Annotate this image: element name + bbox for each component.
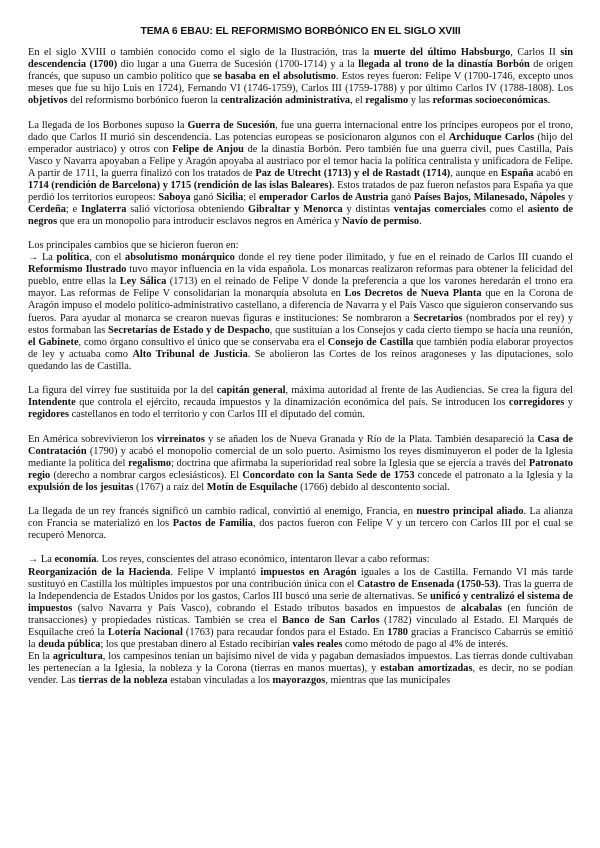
text: La llegada de los Borbones supuso la <box>28 119 188 131</box>
text: En América sobrevivieron los <box>28 433 157 445</box>
bold-text: Patronato regio <box>28 457 573 481</box>
bold-text: Catastro de Ensenada (1750-53) <box>357 578 499 590</box>
paragraph <box>28 240 573 373</box>
bold-text: Pactos de Familia <box>172 518 253 530</box>
bold-text: Gibraltar y Menorca <box>248 203 343 215</box>
paragraph <box>28 434 573 494</box>
text: ganó <box>388 191 414 203</box>
text: salió victoriosa obteniendo <box>126 203 249 215</box>
bold-text: alcabalas <box>461 602 502 614</box>
bold-text: Secretarías de Estado y de Despacho <box>108 324 270 336</box>
text: ; el <box>243 191 260 203</box>
text: como el <box>485 203 528 215</box>
text: , el <box>350 95 366 107</box>
bold-text: capitán general <box>216 385 286 397</box>
bold-text: Secretarios <box>413 312 463 324</box>
text: y <box>565 191 574 203</box>
text: (nombrados por el rey) y estos formaban las <box>28 312 574 336</box>
bold-text: agricultura <box>52 650 103 662</box>
text: . <box>419 215 422 227</box>
text: de la dinastía Borbón. Pero también fue una guerra civil, pues Castilla, País Vasco y Navarra apoyaban a Felipe y Aragón apoyaba al austriaco por el temor hacia la política centralista y unificadora de Felipe. A partir de 1711, la guerra finalizó con los tratados de <box>28 143 573 179</box>
text: . Estos tratados de paz fueron nefastos para España ya que perdió los territorios europeos: <box>28 179 573 203</box>
text: → La <box>28 554 55 566</box>
text: ; los que prestaban dinero al Estado recibirían <box>100 638 293 650</box>
text: En el siglo XVIII o también conocido como el siglo de la Ilustración, tras la <box>28 47 374 58</box>
text: . Felipe V implantó <box>170 566 261 578</box>
text: → La <box>28 252 57 264</box>
text: . <box>547 95 551 107</box>
text: (1790) y acabó el monopolio comercial de un solo puerto. Asimismo los reyes disminuyeron el poder de la Iglesia mediante la política del <box>28 445 573 469</box>
bold-text: vales reales <box>292 638 343 650</box>
text: y se añaden los de Nueva Granada y Río de la Plata. También desapareció la <box>204 433 538 445</box>
text: (1767) a raíz del <box>133 481 207 493</box>
text: que en la Corona de Aragón impuso el modelo político-administrativo castellano, a diferencia de Navarra y el País Vasco que siguieron conservando sus fueros. Para ayudar al monarca se crearon nuevas figuras e instituciones: Se nombraron a <box>28 288 574 324</box>
bold-text: el Gabinete <box>28 336 79 348</box>
text: (1766) debido al descontento social. <box>297 481 450 493</box>
paragraph <box>28 47 573 107</box>
text: , que sustituían a los Consejos y cada cierto tiempo se hacía una reunión, <box>269 324 573 336</box>
text: (1763) para recaudar fondos para el Estado. En <box>182 626 388 638</box>
text: gracias a Francisco Cabarrús se emitió la <box>28 626 573 650</box>
text: . La alianza con Francia se materializó en los <box>28 506 573 530</box>
text: tuvo mayor influencia en la vida española. Los monarcas realizaron reformas para obtener la felicidad del pueblo, entre ellas la <box>28 264 573 288</box>
bold-text: Felipe de Anjou <box>172 143 244 155</box>
text: (en función de transacciones) y propiedades rústicas. También se crea el <box>28 602 573 626</box>
paragraph <box>28 506 573 542</box>
text: , fue una guerra internacional entre los príncipes europeos por el trono, dado que Carlos II murió sin descendencia. Las potencias europeas se posicionaron algunos con el <box>28 119 573 143</box>
text: , aunque en <box>450 167 501 179</box>
bold-text: Cerdeña <box>28 203 66 215</box>
bold-text: muerte del último Habsburgo <box>373 47 511 58</box>
text: En la <box>28 650 53 662</box>
bold-text: Reorganización de la Hacienda <box>28 566 171 578</box>
text: y las <box>408 95 433 107</box>
text: acabó en <box>533 167 573 179</box>
paragraph <box>28 554 573 650</box>
text: iguales a los de Castilla. Fernando VI más tarde sustituyó en Castilla los múltiples impuestos por una contribución única con el <box>28 566 574 590</box>
text: y distintas <box>342 203 394 215</box>
bold-text: Intendente <box>28 397 76 409</box>
bold-text: Concordato con la Santa Sede de 1753 <box>242 469 415 481</box>
text: (1782) vinculado al Estado. El Marqués de Esquilache creó la <box>28 614 573 638</box>
bold-text: Saboya <box>158 191 191 203</box>
text: castellanos en todo el territorio y con Carlos III el diputado del común. <box>69 409 365 421</box>
bold-text: Consejo de Castilla <box>327 336 414 348</box>
text: , como órgano consultivo el único que se conservaba era el <box>78 336 328 348</box>
text: . Tras la guerra de la Independencia de Estados Unidos por los gastos, Carlos III buscó una serie de alternativas. Se <box>28 578 574 602</box>
text: Los principales cambios que se hicieron fueron en: <box>28 240 239 252</box>
text: La llegada de un rey francés significó un cambio radical, convirtió al enemigo, Francia, en <box>28 506 417 518</box>
text: (salvo Navarra y País Vasco), cobrando el Estado tributos basados en impuestos de <box>72 602 462 614</box>
bold-text: centralización administrativa <box>220 95 351 107</box>
bold-text: Inglaterra <box>81 203 127 215</box>
bold-text: absolutismo monárquico <box>125 252 235 264</box>
text: que era un monopolio para introducir esclavos negros en América y <box>57 215 343 227</box>
text: y <box>564 397 573 409</box>
bold-text: asiento de negros <box>28 203 573 227</box>
text: , mientras que las municipales <box>325 674 451 686</box>
text: (derecho a nombrar cargos eclesiásticos). El <box>50 469 243 481</box>
bold-text: Motín de Esquilache <box>206 481 298 493</box>
text: . Se abolieron las Cortes de los reinos aragoneses y las diputaciones, solo quedando las de Castilla. <box>28 348 573 372</box>
text: concede el patronato a la Iglesia y la <box>414 469 573 481</box>
bold-text: Archiduque Carlos <box>448 131 535 143</box>
bold-text: Países Bajos, Milanesado, Nápoles <box>413 191 566 203</box>
text: como método de pago al 4% de interés. <box>342 638 509 650</box>
text: ganó <box>190 191 217 203</box>
bold-text: Navío de permiso <box>342 215 420 227</box>
bold-text: regalismo <box>128 457 172 469</box>
bold-text: emperador Carlos de Austria <box>259 191 389 203</box>
text: , es decir, no se podían vender. Las <box>28 662 574 686</box>
bold-text: mayorazgos <box>272 674 326 686</box>
bold-text: Guerra de Sucesión <box>187 119 276 131</box>
bold-text: corregidores <box>508 397 565 409</box>
text: . Los reyes, conscientes del atraso económico, intentaron llevar a cabo reformas: <box>96 554 430 566</box>
text: , dos pactos fueron con Felipe V y un tercero con Carlos III por el cual se recuperó Menorca. <box>28 518 573 542</box>
bold-text: regalismo <box>365 95 409 107</box>
bold-text: reformas socioeconómicas <box>432 95 548 107</box>
paragraph <box>28 651 573 687</box>
text: (1713) en el reinado de Felipe V donde la preferencia a que los varones heredarán el trono era mayor. Las reformas de Felipe V consolidarían la monarquía absoluta en <box>28 276 573 300</box>
paragraph <box>28 385 573 421</box>
bold-text: tierras de la nobleza <box>78 674 168 686</box>
bold-text: sin descendencia (1700) <box>28 47 573 71</box>
bold-text: expulsión de los jesuitas <box>28 481 134 493</box>
bold-text: Los Decretos de Nueva Planta <box>344 288 482 300</box>
bold-text: se basaba en el absolutismo <box>213 71 336 83</box>
bold-text: estaban amortizadas <box>380 662 473 674</box>
text: , máxima autoridad al frente de las Audiencias. Se crea la figura del <box>285 385 573 397</box>
bold-text: Ley Sálica <box>119 276 167 288</box>
bold-text: Banco de San Carlos <box>281 614 380 626</box>
bold-text: regidores <box>28 409 69 421</box>
text: dio lugar a una Guerra de Sucesión (1700-1714) y a la <box>117 59 359 71</box>
bold-text: deuda pública <box>38 638 101 650</box>
bold-text: virreinatos <box>156 433 205 445</box>
bold-text: economía <box>54 554 97 566</box>
bold-text: Sicilia <box>216 191 244 203</box>
text: estaban vinculadas a los <box>167 674 273 686</box>
text: La figura del virrey fue sustituida por la del <box>28 385 217 397</box>
bold-text: unificó y centralizó el sistema de impuestos <box>28 590 573 614</box>
bold-text: llegada al trono de la dinastía Borbón <box>358 59 530 71</box>
bold-text: 1714 (rendición de Barcelona) y 1715 (rendición de las islas Baleares) <box>28 179 332 191</box>
bold-text: ventajas comerciales <box>393 203 486 215</box>
bold-text: nuestro principal aliado <box>416 506 524 518</box>
bold-text: Alto Tribunal de Justicia <box>132 348 248 360</box>
bold-text: España <box>500 167 534 179</box>
text: del reformismo borbónico fueron la <box>67 95 221 107</box>
text: , los campesinos tenían un bajísimo nivel de vida y pagaban demasiados impuestos. Las tierras donde cultivaban les pertenecían a la Iglesia, la nobleza y la Corona (tierras en manos muertas), y <box>28 650 573 674</box>
bold-text: Lotería Nacional <box>107 626 183 638</box>
text: (hijo del emperador austriaco) y otros con <box>28 131 573 155</box>
bold-text: Casa de Contratación <box>28 433 573 457</box>
text: ; doctrina que afirmaba la superioridad real sobre la Iglesia que se ejercía a través del <box>171 457 529 469</box>
text: donde el rey tiene poder ilimitado, y fue en el reinado de Carlos III cuando el <box>234 252 573 264</box>
bold-text: Reformismo Ilustrado <box>28 264 127 276</box>
text: . Estos reyes fueron: Felipe V (1700-1746, excepto unos meses que fue su hijo Luis en 1724), Fernando VI (1746-1759), Carlos III (1759-1788) y por último Carlos IV (1788-1808). Los <box>28 71 574 95</box>
text: , con el <box>89 252 126 264</box>
text: ; e <box>65 203 82 215</box>
bold-text: 1780 <box>387 626 408 638</box>
bold-text: impuestos en Aragón <box>260 566 357 578</box>
document-title: TEMA 6 EBAU: EL REFORMISMO BORBÓNICO EN EL SIGLO XVIII <box>140 26 461 37</box>
bold-text: objetivos <box>28 95 68 107</box>
text: que controla el ejército, recauda impuestos y la dinamización económica del país. Se introducen los <box>75 397 509 409</box>
document-body <box>28 47 573 687</box>
text: que también podía elaborar proyectos de ley y actuaba como <box>28 336 573 360</box>
text: de origen francés, que supuso un cambio político que <box>28 59 573 83</box>
bold-text: política <box>56 252 90 264</box>
bold-text: Paz de Utrecht (1713) y el de Rastadt (1714) <box>255 167 451 179</box>
text: , Carlos II <box>510 47 561 58</box>
paragraph <box>28 120 573 228</box>
